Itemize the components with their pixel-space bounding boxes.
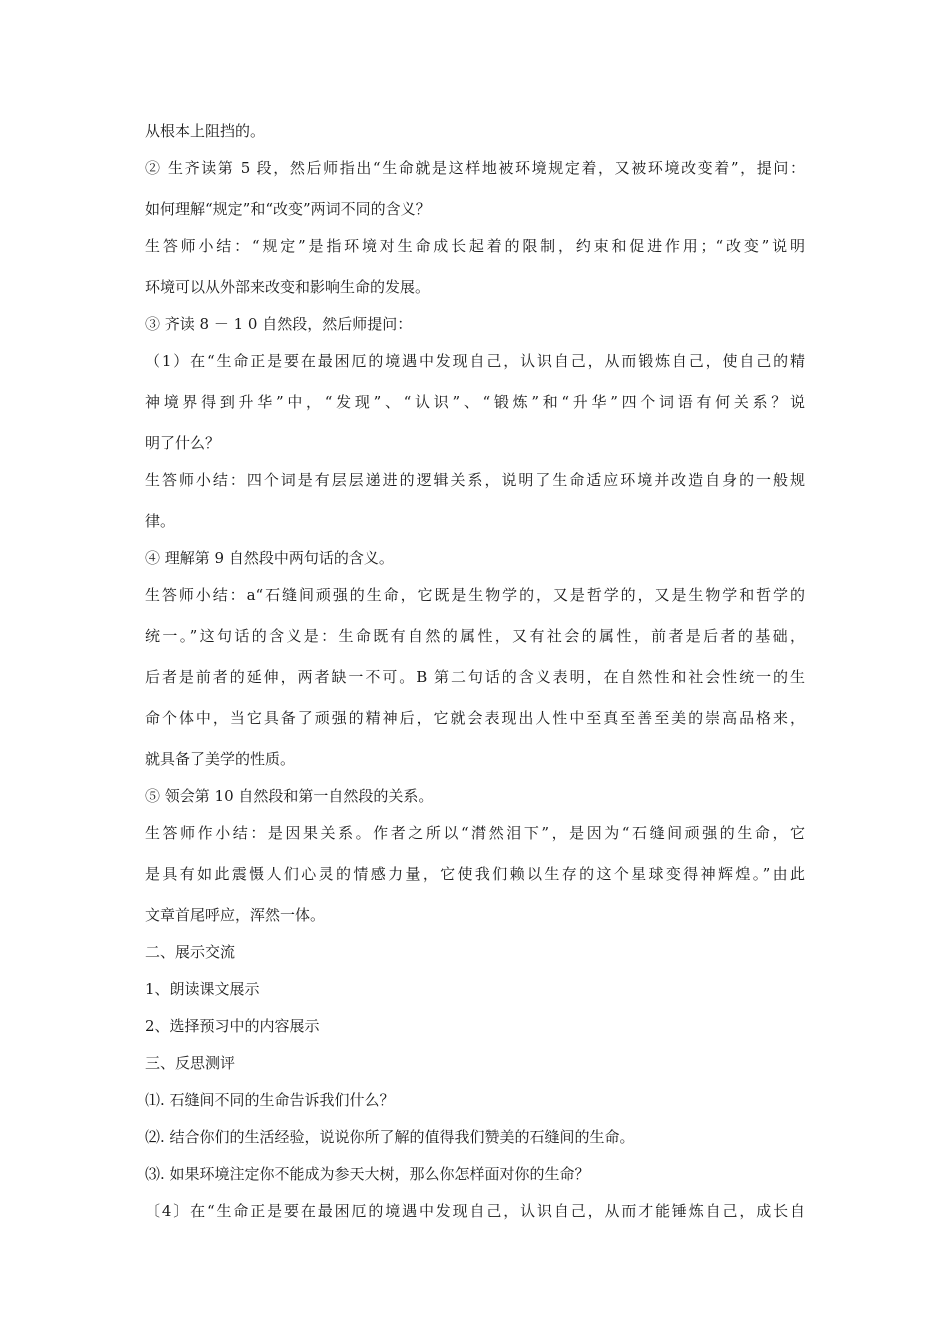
paragraph-line: 就具备了美学的性质。 — [145, 750, 296, 768]
paragraph-line: 生答师小结：四个词是有层层递进的逻辑关系，说明了生命适应环境并改造自身的一般规 — [145, 471, 805, 489]
paragraph-line: 神境界得到升华”中，“发现”、“认识”、“锻炼”和“升华”四个词语有何关系？说 — [145, 393, 805, 411]
list-item: 2、选择预习中的内容展示 — [145, 1017, 320, 1035]
paragraph-line: 从根本上阻挡的。 — [145, 122, 266, 140]
paragraph-line: 命个体中，当它具备了顽强的精神后，它就会表现出人性中至真至善至美的崇高品格来， — [145, 709, 805, 727]
question-item: ⑵. 结合你们的生活经验，说说你所了解的值得我们赞美的石缝间的生命。 — [145, 1128, 635, 1146]
section-heading-line: ④ 理解第 9 自然段中两句话的含义。 — [145, 549, 394, 567]
paragraph-line: 是具有如此震慑人们心灵的情感力量，它使我们赖以生存的这个星球变得神辉煌。”由此 — [145, 865, 805, 883]
paragraph-line: 生答师作小结：是因果关系。作者之所以“潸然泪下”，是因为“石缝间顽强的生命，它 — [145, 824, 805, 842]
paragraph-line: 统一。”这句话的含义是：生命既有自然的属性，又有社会的属性，前者是后者的基础， — [145, 627, 805, 645]
paragraph-line: 明了什么？ — [145, 434, 221, 452]
document-body — [145, 122, 815, 1239]
section-title: 二、展示交流 — [145, 943, 236, 961]
paragraph-line: 生答师小结：“规定”是指环境对生命成长起着的限制，约束和促进作用；“改变”说明 — [145, 237, 805, 255]
paragraph-line: 如何理解“规定”和“改变”两词不同的含义？ — [145, 200, 431, 218]
paragraph-line: 文章首尾呼应，浑然一体。 — [145, 906, 326, 924]
section-heading-line: ③ 齐读 8 － 1 0 自然段，然后师提问： — [145, 315, 413, 333]
paragraph-line: 律。 — [145, 512, 176, 530]
paragraph-line: 环境可以从外部来改变和影响生命的发展。 — [145, 278, 431, 296]
question-item: ⑶. 如果环境注定你不能成为参天大树，那么你怎样面对你的生命？ — [145, 1165, 590, 1183]
paragraph-line: 生答师小结：a“石缝间顽强的生命，它既是生物学的，又是哲学的，又是生物学和哲学的 — [145, 586, 805, 604]
section-heading-line: ⑤ 领会第 10 自然段和第一自然段的关系。 — [145, 787, 434, 805]
paragraph-line: （1）在“生命正是要在最困厄的境遇中发现自己，认识自己，从而锻炼自己，使自己的精 — [145, 352, 805, 370]
question-item: ⑴. 石缝间不同的生命告诉我们什么？ — [145, 1091, 395, 1109]
list-item: 1、朗读课文展示 — [145, 980, 260, 998]
question-item: 〔4〕在“生命正是要在最困厄的境遇中发现自己，认识自己，从而才能锤炼自己，成长自 — [145, 1202, 805, 1220]
paragraph-line: ② 生齐读第 5 段，然后师指出“生命就是这样地被环境规定着，又被环境改变着”，提问： — [145, 159, 805, 177]
section-title: 三、反思测评 — [145, 1054, 236, 1072]
paragraph-line: 后者是前者的延伸，两者缺一不可。B 第二句话的含义表明，在自然性和社会性统一的生 — [145, 668, 805, 686]
